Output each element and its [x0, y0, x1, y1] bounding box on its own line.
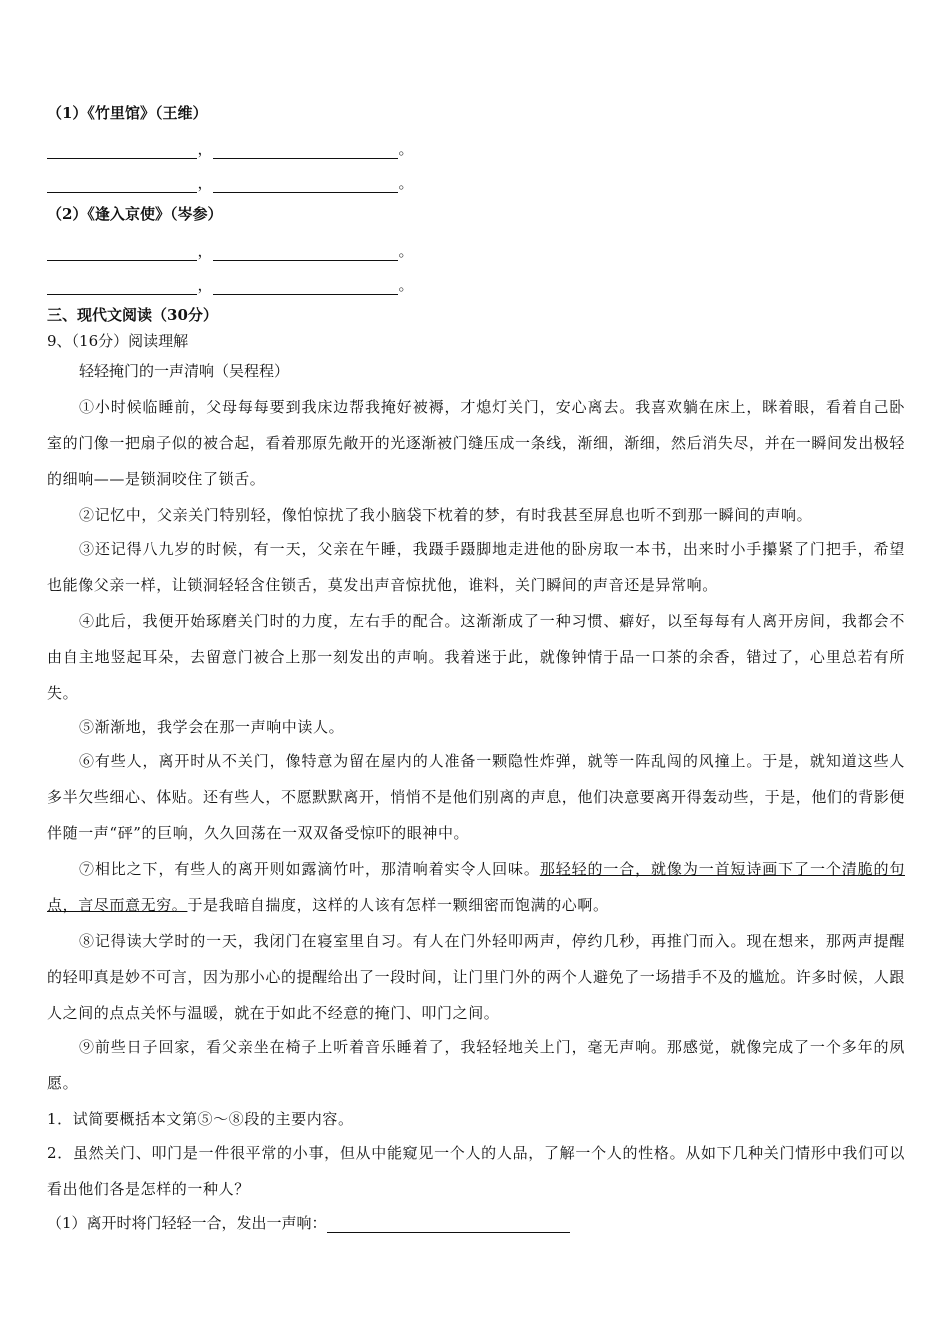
- article-paragraph-6: ⑥有些人，离开时从不关门，像特意为留在屋内的人准备一颗隐性炸弹，就等一阵乱闯的风撞上。于是，就知道这些人多半欠些细心、体贴。还有些人，不愿默默离开，悄悄不是他们别离的声息，他们决意要离开得轰动些，于是，他们的背影便伴随一声“砰”的巨响，久久回荡在一双双备受惊吓的眼神中。: [47, 752, 906, 842]
- period: 。: [398, 174, 414, 192]
- period: 。: [398, 140, 414, 158]
- underlined-sentence: 那轻轻的一合，就像为一首短诗画下了一个清脆的句点，言尽而意无穷。: [47, 860, 905, 914]
- answer-blank[interactable]: [213, 144, 398, 159]
- answer-blank[interactable]: [327, 1218, 570, 1233]
- poem-1-blank-row-2: [47, 172, 414, 192]
- poem-2-blank-row-2: [47, 274, 414, 294]
- paragraph-7-text: ⑦相比之下，有些人的离开则如露滴竹叶，那清响着实令人回味。: [79, 860, 540, 878]
- section-heading: 三、现代文阅读（30分）: [47, 306, 218, 324]
- sub-question-text: （1）离开时将门轻轻一合，发出一声响：: [47, 1214, 327, 1232]
- article-paragraph-3: ③还记得八九岁的时候，有一天，父亲在午睡，我蹑手蹑脚地走进他的卧房取一本书，出来时小手攥紧了门把手，希望也能像父亲一样，让锁洞轻轻含住锁舌，莫发出声音惊扰他，谁料，关门瞬间的声音还是异常响。: [47, 540, 905, 594]
- question-1: 1．试简要概括本文第⑤～⑧段的主要内容。: [47, 1110, 354, 1128]
- answer-blank[interactable]: [47, 280, 197, 295]
- answer-blank[interactable]: [47, 144, 197, 159]
- article-paragraph-5: ⑤渐渐地，我学会在那一声响中读人。: [79, 718, 345, 736]
- poem-1-blank-row-1: [47, 138, 414, 158]
- period: 。: [398, 276, 414, 294]
- article-paragraph-4: ④此后，我便开始琢磨关门时的力度，左右手的配合。这渐渐成了一种习惯、癖好，以至每每有人离开房间，我都会不由自主地竖起耳朵，去留意门被合上那一刻发出的声响。我着迷于此，就像钟情于品一口茶的余香，错过了，心里总若有所失。: [47, 612, 905, 702]
- answer-blank[interactable]: [213, 178, 398, 193]
- question-2-sub-1: [47, 1213, 905, 1233]
- article-paragraph-7: [47, 851, 905, 923]
- answer-blank[interactable]: [213, 280, 398, 295]
- poem-1-title: （1）《竹里馆》（王维）: [47, 104, 208, 122]
- answer-blank[interactable]: [213, 246, 398, 261]
- comma: ，: [197, 276, 213, 294]
- article-paragraph-1: ①小时候临睡前，父母每每要到我床边帮我掩好被褥，才熄灯关门，安心离去。我喜欢躺在床上，眯着眼，看着自己卧室的门像一把扇子似的被合起，看着那原先敞开的光逐渐被门缝压成一条线，渐细，渐细，然后消失尽，并在一瞬间发出极轻的细响——是锁洞咬住了锁舌。: [47, 398, 906, 488]
- question-9-line: 9、（16分）阅读理解: [47, 332, 189, 350]
- period: 。: [398, 242, 414, 260]
- poem-2-blank-row-1: [47, 240, 414, 260]
- article-title: 轻轻掩门的一声清响（吴程程）: [79, 362, 290, 380]
- article-paragraph-8: ⑧记得读大学时的一天，我闭门在寝室里自习。有人在门外轻叩两声，停约几秒，再推门而入。现在想来，那两声提醒的轻叩真是妙不可言，因为那小心的提醒给出了一段时间，让门里门外的两个人避免了一场措手不及的尴尬。许多时候，人跟人之间的点点关怀与温暖，就在于如此不经意的掩门、叩门之间。: [47, 932, 906, 1022]
- paragraph-7-text-end: 于是我暗自揣度，这样的人该有怎样一颗细密而饱满的心啊。: [187, 896, 609, 914]
- comma: ，: [197, 174, 213, 192]
- comma: ，: [197, 140, 213, 158]
- question-2: 2．虽然关门、叩门是一件很平常的小事，但从中能窥见一个人的人品，了解一个人的性格。从如下几种关门情形中我们可以看出他们各是怎样的一种人？: [47, 1144, 905, 1198]
- article-paragraph-2: ②记忆中，父亲关门特别轻，像怕惊扰了我小脑袋下枕着的梦，有时我甚至屏息也听不到那一瞬间的声响。: [79, 506, 813, 524]
- poem-2-title: （2）《逢入京使》（岑参）: [47, 205, 223, 223]
- comma: ，: [197, 242, 213, 260]
- article-paragraph-9: ⑨前些日子回家，看父亲坐在椅子上听着音乐睡着了，我轻轻地关上门，毫无声响。那感觉，就像完成了一个多年的夙愿。: [47, 1038, 905, 1092]
- answer-blank[interactable]: [47, 246, 197, 261]
- answer-blank[interactable]: [47, 178, 197, 193]
